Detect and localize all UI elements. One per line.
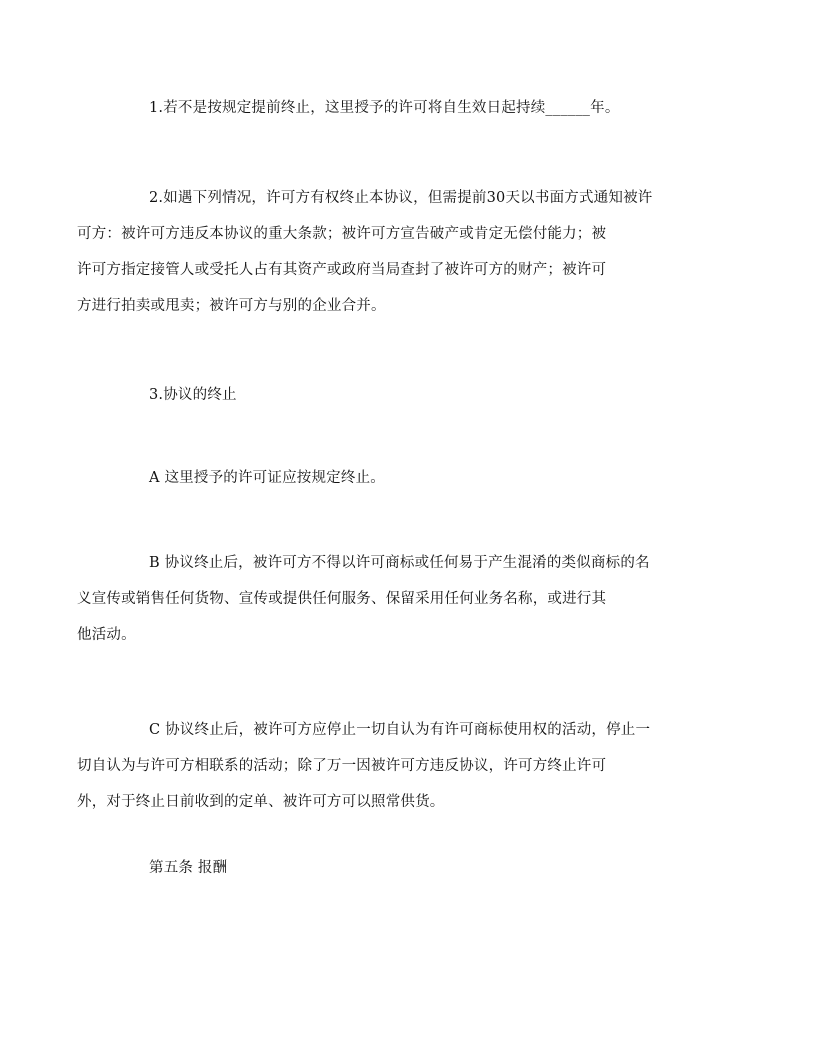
text-line: 可方：被许可方违反本协议的重大条款；被许可方宣告破产或肯定无偿付能力；被 [77, 226, 607, 242]
text-line: 方进行拍卖或甩卖；被许可方与别的企业合并。 [77, 298, 386, 314]
text-line: 第五条 报酬 [149, 860, 228, 876]
clause-3a-paragraph [113, 460, 703, 496]
clause-3c-paragraph [77, 712, 703, 820]
text-line: 许可方指定接管人或受托人占有其资产或政府当局查封了被许可方的财产；被许可 [77, 262, 607, 278]
clause-3b-paragraph [77, 545, 703, 653]
text-line: 义宣传或销售任何货物、宣传或提供任何服务、保留采用任何业务名称，或进行其 [77, 591, 607, 607]
clause-2-paragraph [77, 180, 703, 324]
text-line: 3.协议的终止 [149, 387, 237, 403]
text-line: A 这里授予的许可证应按规定终止。 [149, 470, 385, 486]
text-line: 2.如遇下列情况，许可方有权终止本协议，但需提前30天以书面方式通知被许 [149, 190, 653, 206]
text-line: 1.若不是按规定提前终止，这里授予的许可将自生效日起持续______年。 [149, 100, 620, 116]
text-line: B 协议终止后，被许可方不得以许可商标或任何易于产生混淆的类似商标的名 [149, 555, 650, 571]
text-line: 外，对于终止日前收到的定单、被许可方可以照常供货。 [77, 794, 445, 810]
text-line: 他活动。 [77, 627, 136, 643]
article-5-heading [113, 850, 703, 886]
text-line: C 协议终止后，被许可方应停止一切自认为有许可商标使用权的活动，停止一 [149, 722, 651, 738]
clause-3-heading [113, 377, 703, 413]
clause-1-paragraph [113, 90, 703, 126]
text-line: 切自认为与许可方相联系的活动；除了万一因被许可方违反协议，许可方终止许可 [77, 758, 607, 774]
